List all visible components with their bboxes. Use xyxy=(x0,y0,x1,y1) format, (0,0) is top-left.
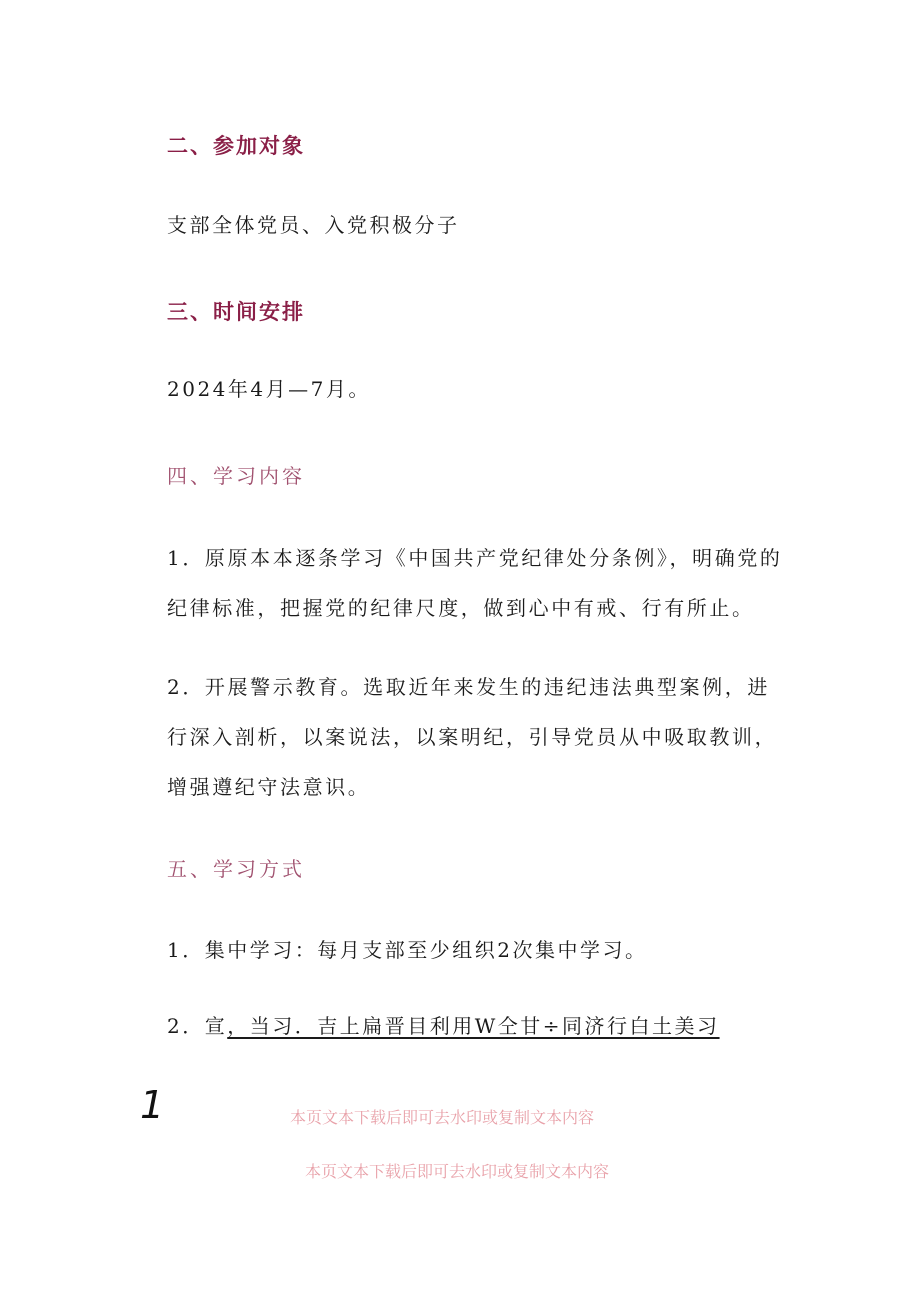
content-item: 2．开展警示教育。选取近年来发生的违纪违法典型案例，进行深入剖析，以案说法，以案明纪，引导党员从中吸取教训，增强遵纪守法意识。 xyxy=(167,675,778,799)
section-heading-method: 五、学习方式 xyxy=(167,857,305,881)
section-heading-schedule: 三、时间安排 xyxy=(167,299,305,324)
page-number: 1 xyxy=(140,1083,165,1127)
method-item-partial xyxy=(167,1005,787,1048)
method-item-prefix: 2．宣 xyxy=(167,1014,228,1038)
content-item: 1．原原本本逐条学习《中国共产党纪律处分条例》，明确党的纪律标准，把握党的纪律尺度，做到心中有戒、行有所止。 xyxy=(167,546,783,620)
watermark-text: 本页文本下载后即可去水印或复制文本内容 xyxy=(290,1108,595,1127)
schedule-text: 2024年4月—7月。 xyxy=(167,377,371,401)
method-item: 1．集中学习：每月支部至少组织2次集中学习。 xyxy=(167,938,648,962)
method-item-garbled: ，当习．吉上扁晋目利用W仝甘÷同济行白土美习 xyxy=(227,1014,720,1038)
watermark-text: 本页文本下载后即可去水印或复制文本内容 xyxy=(305,1162,610,1181)
section-heading-participants: 二、参加对象 xyxy=(167,133,305,158)
section-heading-content: 四、学习内容 xyxy=(167,464,305,488)
participants-text: 支部全体党员、入党积极分子 xyxy=(167,213,460,237)
